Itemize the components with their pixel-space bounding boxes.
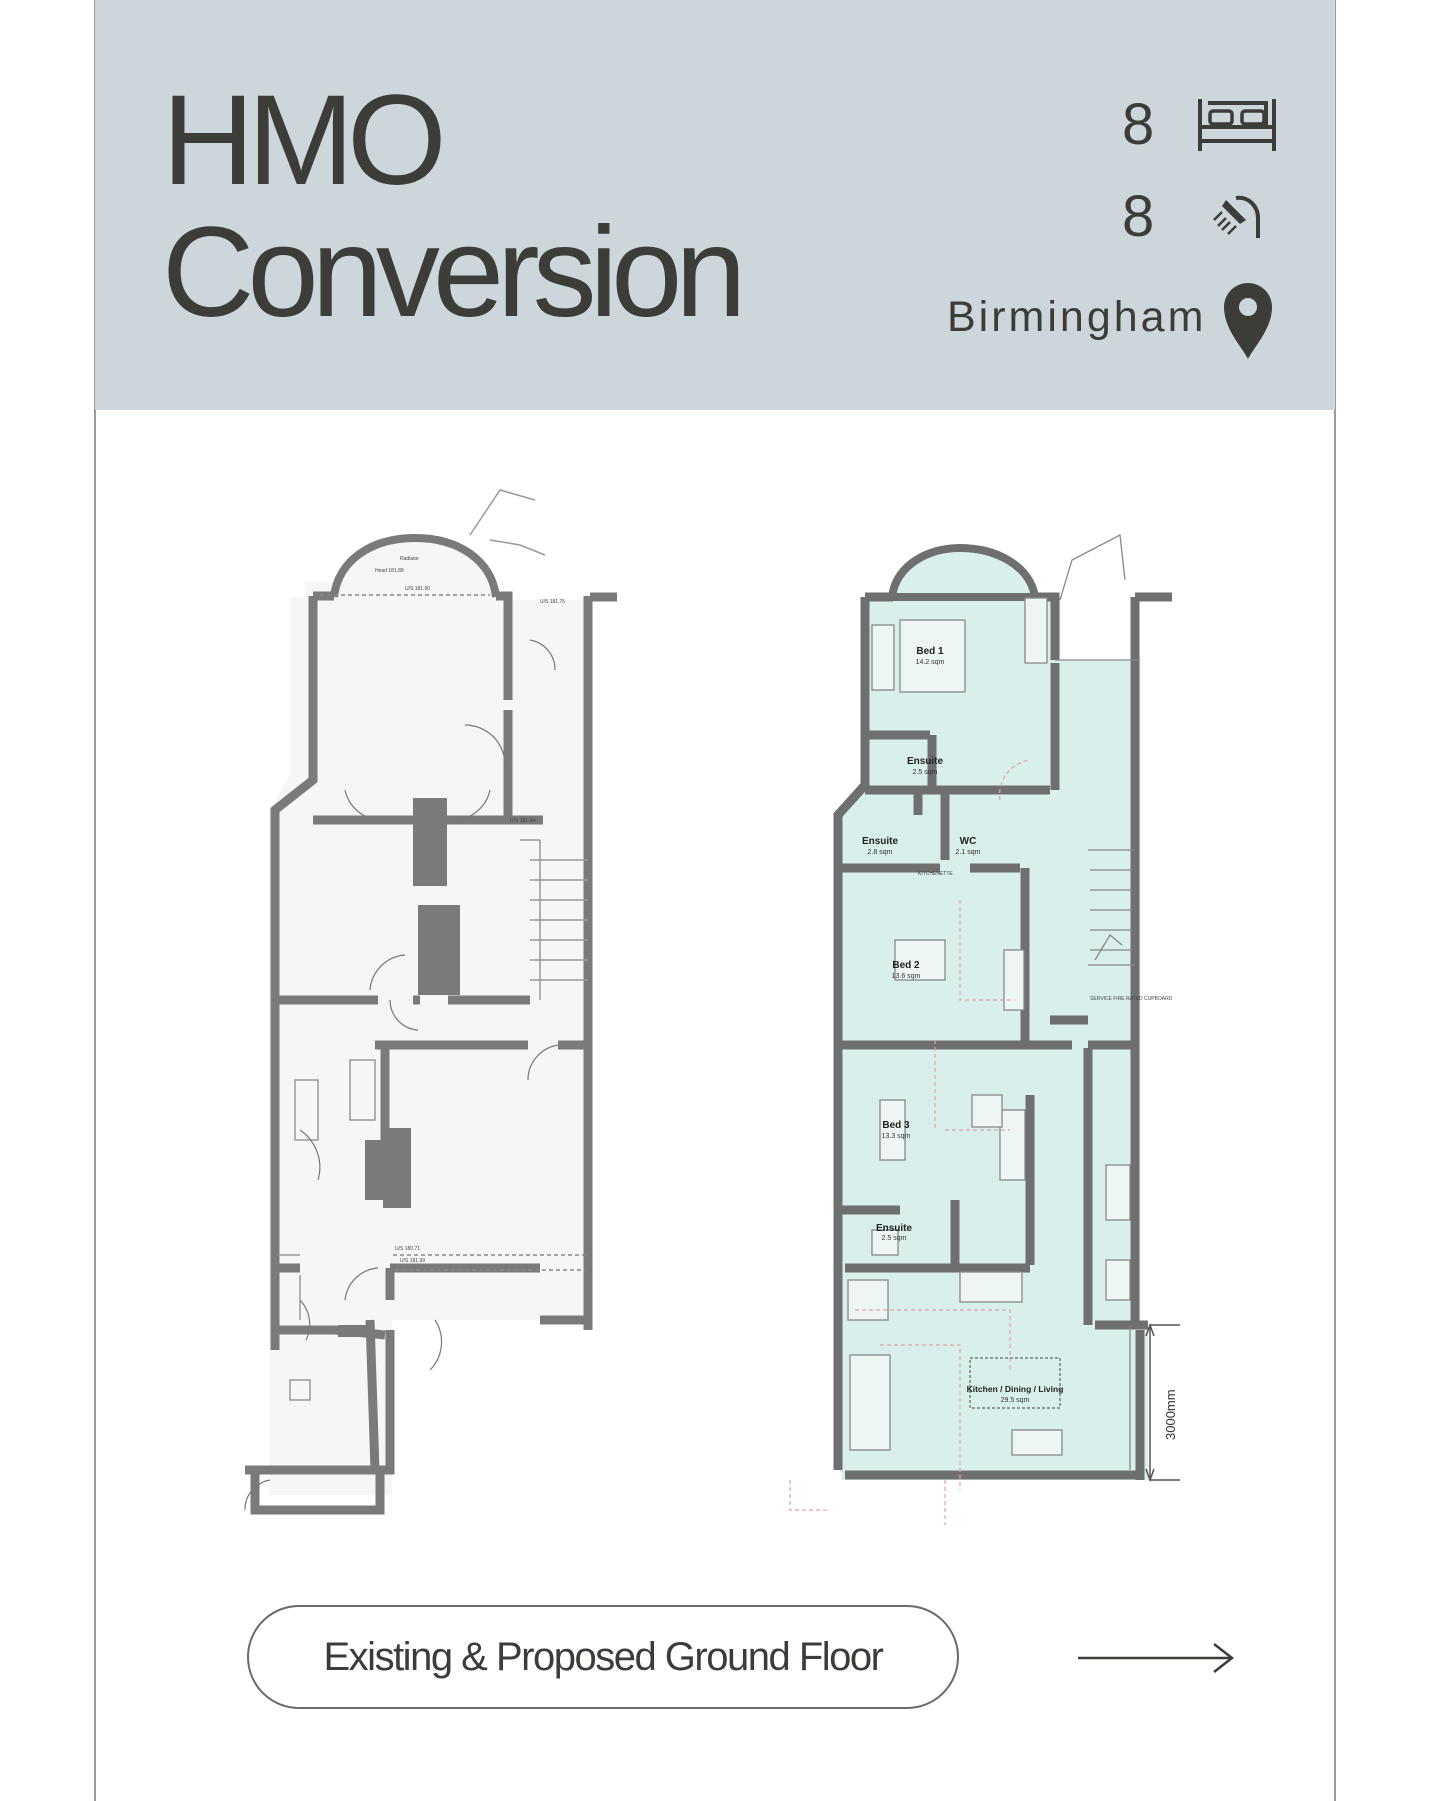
svg-text:U/S 181.99: U/S 181.99 (400, 1258, 426, 1264)
room-area-bed-2: 13.6 sqm (891, 973, 921, 980)
page-title (162, 69, 740, 344)
proposed-floor-plan (790, 535, 1180, 1525)
title-line-1: HMO (162, 69, 440, 212)
dimension-3000mm (1146, 1325, 1180, 1480)
svg-text:Head 181.89: Head 181.89 (375, 568, 404, 574)
room-area-ensuite-3: 2.5 sqm (881, 1235, 907, 1242)
svg-text:U/S 180.71: U/S 180.71 (395, 1246, 421, 1252)
room-label-kitchen: Kitchen / Dining / Living (966, 1384, 1064, 1394)
shower-icon (1210, 190, 1262, 242)
room-label-wc: WC (959, 836, 977, 847)
location-pin-icon (1220, 277, 1276, 361)
room-label-ensuite-1: Ensuite (906, 756, 944, 767)
bedroom-count: 8 (1122, 92, 1155, 157)
room-label-ensuite-3: Ensuite (875, 1223, 913, 1234)
room-area-bed-1: 14.2 sqm (915, 659, 945, 666)
location-label: Birmingham (947, 293, 1207, 341)
room-label-bed-2: Bed 2 (892, 960, 920, 971)
dimension-text: 3000mm (1163, 1389, 1178, 1440)
svg-text:Radiator: Radiator (400, 556, 419, 562)
arrow-right-icon[interactable] (1076, 1641, 1236, 1675)
svg-text:U/S 181.90: U/S 181.90 (405, 586, 431, 592)
room-area-ensuite-1: 2.5 sqm (912, 769, 938, 776)
room-area-ensuite-2: 2.8 sqm (867, 849, 893, 856)
room-area-wc: 2.1 sqm (955, 849, 981, 856)
room-area-bed-3: 13.3 sqm (881, 1133, 911, 1140)
floor-plans (0, 470, 1440, 1580)
kitchenette-note: KITCHENETTE (918, 871, 953, 877)
room-area-kitchen: 29.5 sqm (1000, 1397, 1030, 1404)
bathroom-count: 8 (1122, 184, 1155, 249)
room-label-bed-1: Bed 1 (916, 646, 944, 657)
room-label-bed-3: Bed 3 (882, 1120, 910, 1131)
caption-pill[interactable] (247, 1605, 959, 1709)
bed-icon (1196, 95, 1278, 155)
room-label-ensuite-2: Ensuite (861, 836, 899, 847)
svg-text:U/S 181.75: U/S 181.75 (540, 599, 566, 605)
svg-text:U/S 181.94: U/S 181.94 (510, 818, 536, 824)
cupboard-note: SERVICE FIRE RATED CUPBOARD (1090, 996, 1173, 1002)
existing-floor-plan (245, 490, 617, 1510)
caption-text: Existing & Proposed Ground Floor (323, 1634, 883, 1679)
title-line-2: Conversion (162, 201, 740, 344)
